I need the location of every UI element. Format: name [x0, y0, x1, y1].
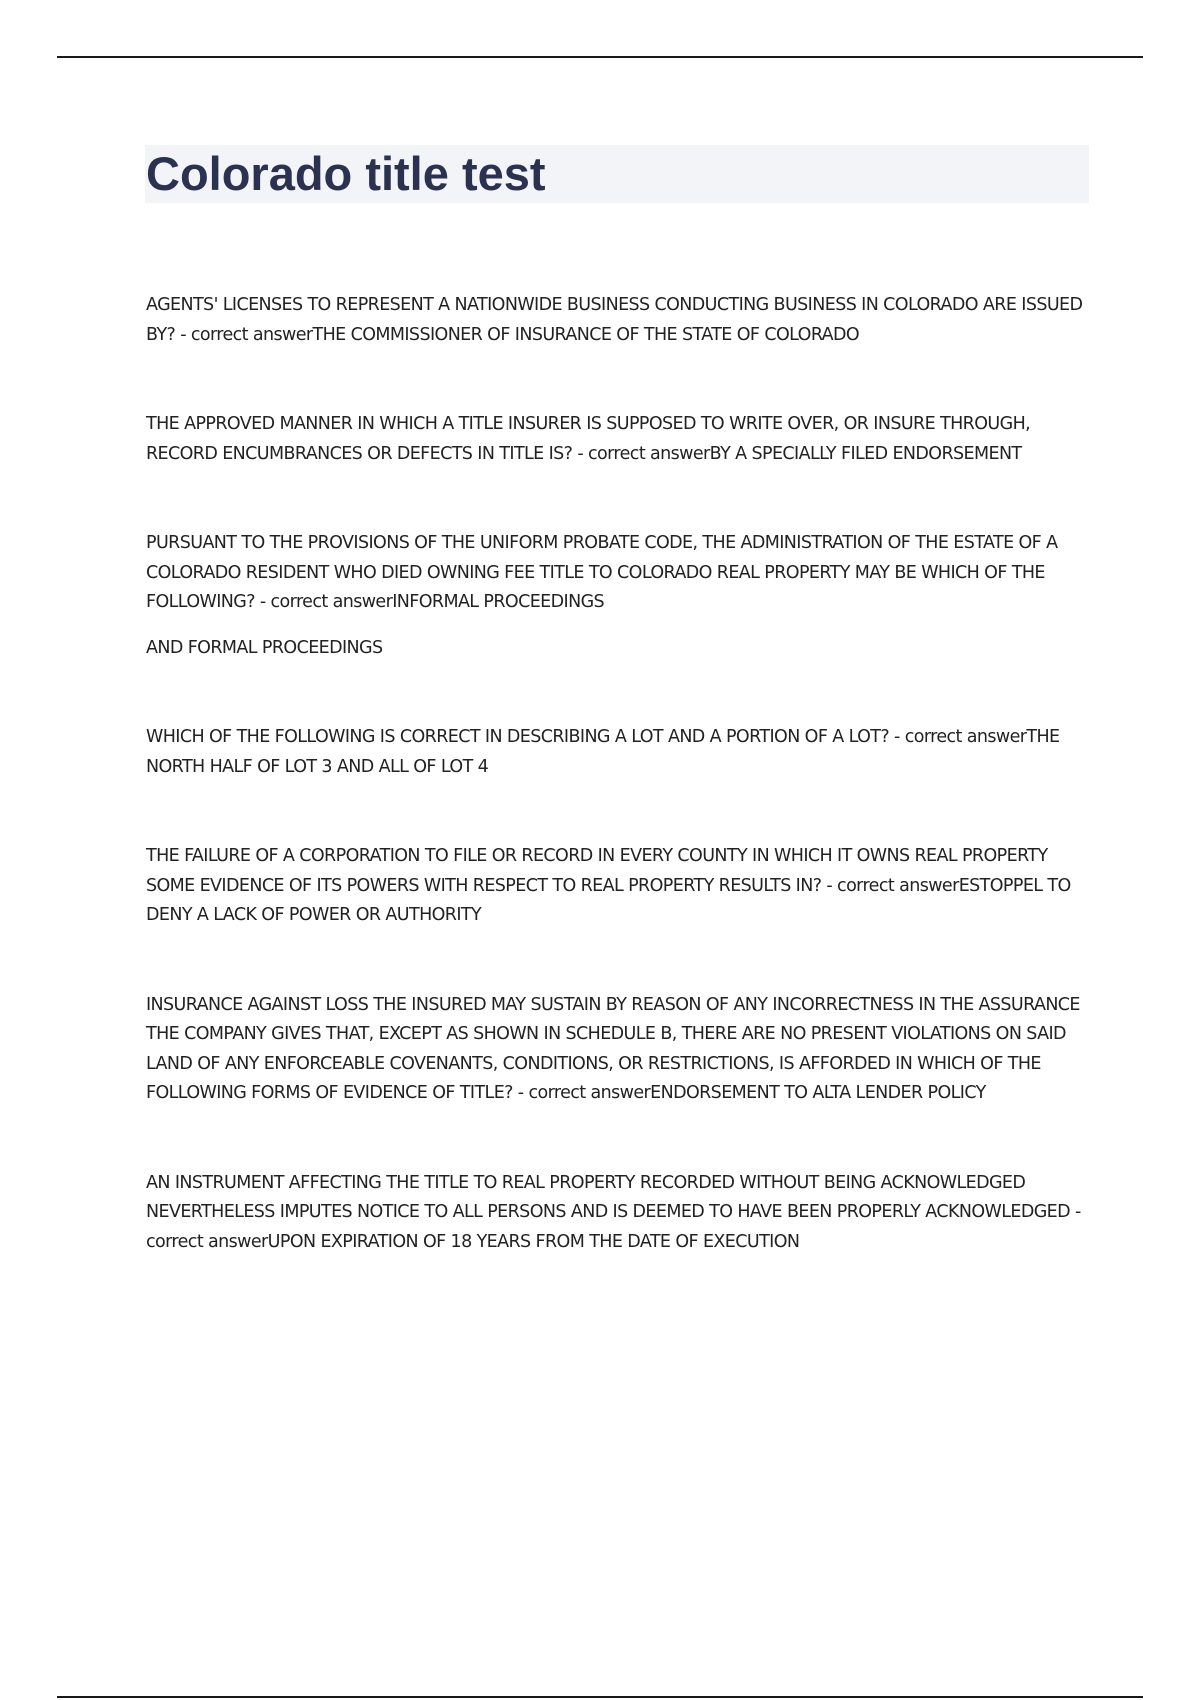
qa-paragraph — [146, 410, 1091, 469]
page-title: Colorado title test — [146, 147, 546, 200]
answer-continuation: AND FORMAL PROCEEDINGS — [146, 637, 383, 658]
qa-item — [146, 410, 1091, 469]
answer-text: UPON EXPIRATION OF 18 YEARS FROM THE DATE OF EXECUTION — [267, 1231, 800, 1252]
question-text: WHICH OF THE FOLLOWING IS CORRECT IN DESCRIBING A LOT AND A PORTION OF A LOT? - correct answer — [146, 727, 1027, 747]
qa-item — [146, 291, 1091, 350]
qa-item — [146, 991, 1091, 1109]
question-text: INSURANCE AGAINST LOSS THE INSURED MAY SUSTAIN BY REASON OF ANY INCORRECTNESS IN THE ASSURANCE THE COMPANY GIVES THAT, EXCEPT AS SHOWN IN SCHEDULE B, THERE ARE NO PRESENT VIOLATIONS ON SAID LAND OF ANY ENFORCEABLE COVENANTS, CONDITIONS, OR RESTRICTIONS, IS AFFORDED IN WHICH OF THE FOLLOWING FORMS OF EVIDENCE OF TITLE? - correct answer — [146, 994, 1080, 1103]
qa-list — [146, 291, 1091, 1317]
qa-item — [146, 529, 1091, 663]
question-text: AGENTS' LICENSES TO REPRESENT A NATIONWIDE BUSINESS CONDUCTING BUSINESS IN COLORADO ARE ISSUED BY? - correct answer — [146, 295, 1083, 345]
answer-text: ENDORSEMENT TO ALTA LENDER POLICY — [650, 1083, 986, 1103]
footer-rule — [57, 1696, 1143, 1698]
qa-paragraph — [146, 529, 1091, 618]
question-text: PURSUANT TO THE PROVISIONS OF THE UNIFORM PROBATE CODE, THE ADMINISTRATION OF THE ESTATE OF A COLORADO RESIDENT WHO DIED OWNING FEE TITLE TO COLORADO REAL PROPERTY MAY BE WHICH OF THE FOLLOWING? - correct answer — [146, 533, 1058, 612]
qa-paragraph — [146, 1169, 1091, 1258]
qa-paragraph — [146, 723, 1091, 782]
question-text: THE APPROVED MANNER IN WHICH A TITLE INSURER IS SUPPOSED TO WRITE OVER, OR INSURE THROUGH, RECORD ENCUMBRANCES OR DEFECTS IN TITLE IS? - correct answer — [146, 414, 1031, 464]
qa-paragraph — [146, 991, 1091, 1109]
question-text: AN INSTRUMENT AFFECTING THE TITLE TO REAL PROPERTY RECORDED WITHOUT BEING ACKNOWLEDGED NEVERTHELESS IMPUTES NOTICE TO ALL PERSONS AND IS DEEMED TO HAVE BEEN PROPERLY ACKNOWLEDGED - correct answer — [146, 1172, 1081, 1252]
answer-text: ESTOPPEL TO DENY A LACK OF POWER OR AUTHORITY — [146, 875, 1071, 925]
answer-text: INFORMAL PROCEEDINGS — [392, 592, 605, 612]
qa-paragraph — [146, 291, 1091, 350]
header-rule — [57, 56, 1143, 58]
qa-item — [146, 842, 1091, 931]
qa-item — [146, 1169, 1091, 1258]
answer-text: THE COMMISSIONER OF INSURANCE OF THE STATE OF COLORADO — [312, 324, 860, 345]
answer-text: THE NORTH HALF OF LOT 3 AND ALL OF LOT 4 — [146, 727, 1060, 777]
answer-text: BY A SPECIALLY FILED ENDORSEMENT — [709, 443, 1022, 464]
qa-paragraph — [146, 842, 1091, 931]
qa-item — [146, 723, 1091, 782]
question-text: THE FAILURE OF A CORPORATION TO FILE OR RECORD IN EVERY COUNTY IN WHICH IT OWNS REAL PROPERTY SOME EVIDENCE OF ITS POWERS WITH RESPECT TO REAL PROPERTY RESULTS IN? - correct answer — [146, 846, 1048, 896]
